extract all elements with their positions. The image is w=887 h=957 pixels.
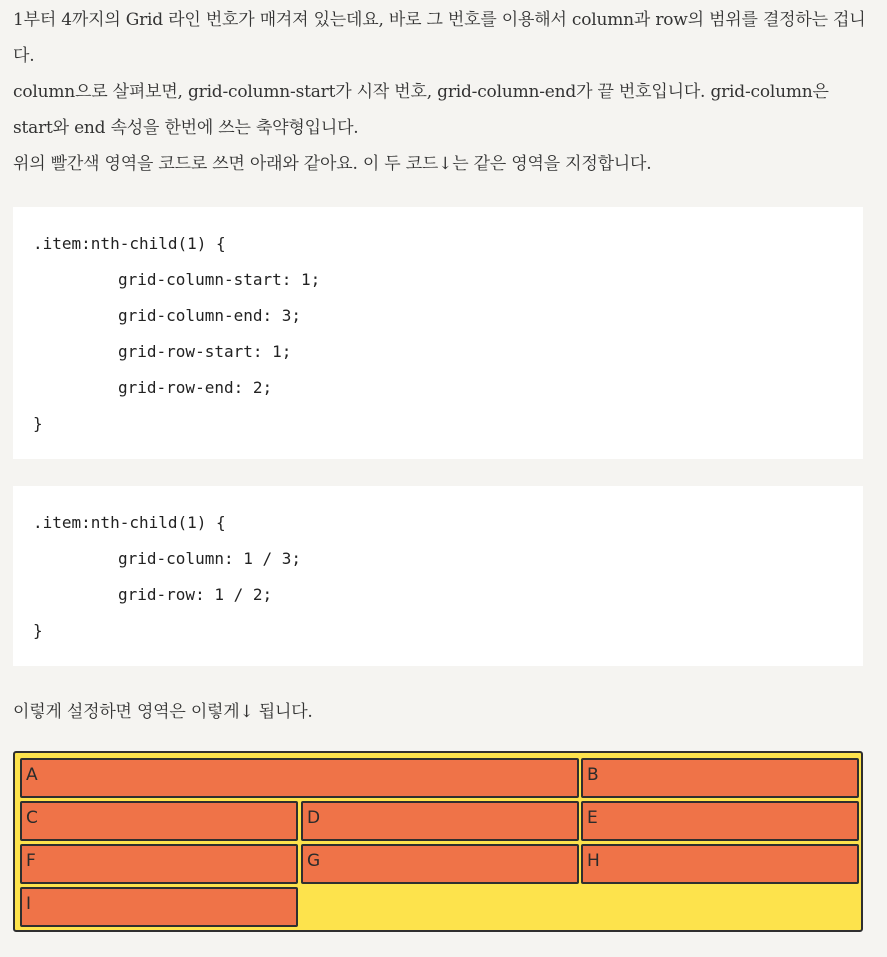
grid-item-c: C <box>20 801 298 841</box>
grid-item-i: I <box>20 887 298 927</box>
grid-item-e: E <box>581 801 859 841</box>
paragraph-grid-line-numbers: 1부터 4까지의 Grid 라인 번호가 매겨져 있는데요, 바로 그 번호를 이용해서 column과 row의 범위를 결정하는 겁니다. <box>13 10 866 66</box>
code-line: grid-row-end: 2; <box>118 378 273 397</box>
code-selector-line: .item:nth-child(1) { <box>33 513 226 532</box>
code-line: grid-column: 1 / 3; <box>118 549 302 568</box>
code-closing-brace: } <box>33 621 43 640</box>
code-line: grid-row: 1 / 2; <box>118 585 273 604</box>
grid-item-b: B <box>581 758 859 798</box>
grid-item-f: F <box>20 844 298 884</box>
grid-item-h: H <box>581 844 859 884</box>
code-closing-brace: } <box>33 414 43 433</box>
grid-item-a: A <box>20 758 579 798</box>
grid-demo-container <box>13 751 863 932</box>
paragraph-grid-column-explanation: column으로 살펴보면, grid-column-start가 시작 번호, grid-column-end가 끝 번호입니다. grid-column은 start와 end 속성을 한번에 쓰는 축약형입니다. <box>13 82 829 138</box>
caption-text: 이렇게 설정하면 영역은 이렇게↓ 됩니다. <box>13 702 313 722</box>
grid-item-g: G <box>301 844 579 884</box>
article-text <box>13 2 873 182</box>
code-selector-line: .item:nth-child(1) { <box>33 234 226 253</box>
code-line: grid-row-start: 1; <box>118 342 292 361</box>
paragraph-code-intro: 위의 빨간색 영역을 코드로 쓰면 아래와 같아요. 이 두 코드↓는 같은 영역을 지정합니다. <box>13 154 652 174</box>
code-line: grid-column-start: 1; <box>118 270 321 289</box>
code-line: grid-column-end: 3; <box>118 306 302 325</box>
code-block-shorthand <box>13 486 863 666</box>
code-block-longhand <box>13 207 863 459</box>
grid-item-d: D <box>301 801 579 841</box>
